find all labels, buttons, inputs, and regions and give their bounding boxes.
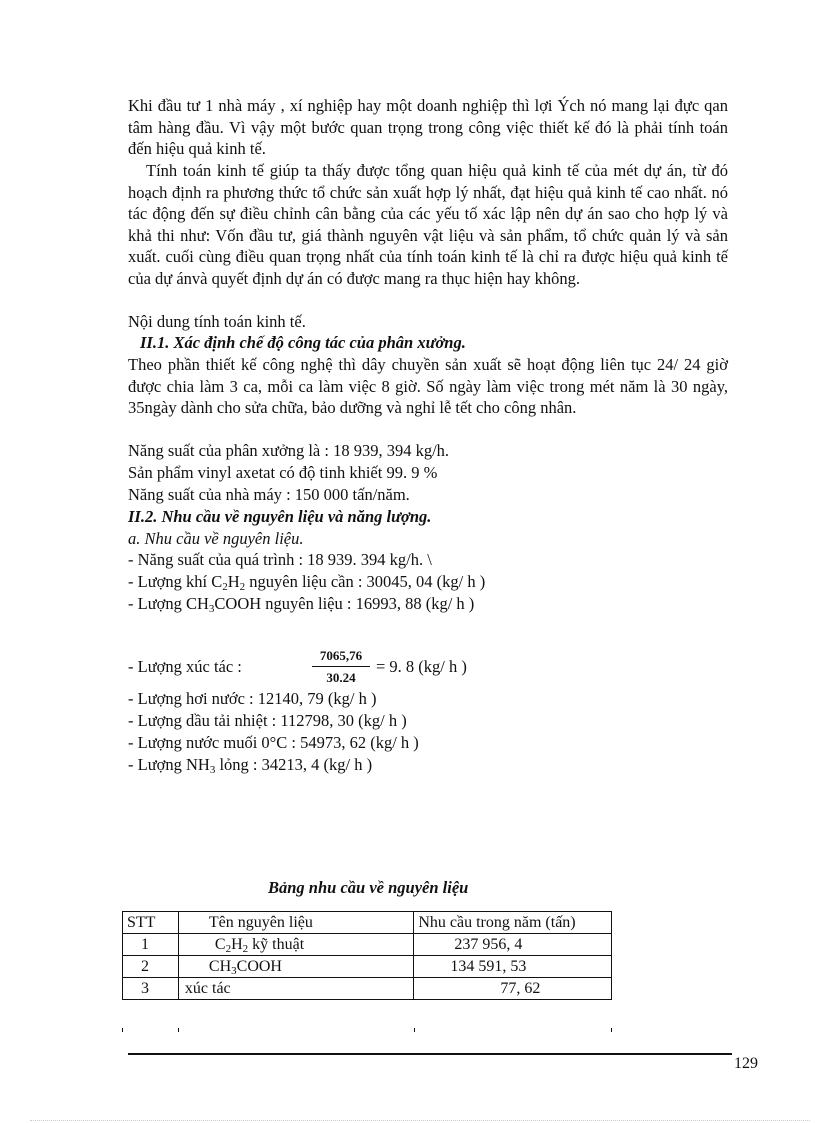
section-1-body: Theo phần thiết kế công nghệ thì dây chuyền sản xuất sẽ hoạt động liên tục 24/ 24 giờ được chia làm 3 ca, mỗi ca làm việc 8 giờ. Số ngày làm việc trong mét năm là 30 ngày, 35ngày dành cho sửa chữa, bảo dưỡng và nghỉ lễ tết cho công nhân. xyxy=(128,355,728,418)
table-row xyxy=(123,934,612,956)
c2h2-item: - Lượng khí $C_2H_2$ nguyên liệu cần : 30045, 04 (kg/ h ) xyxy=(128,572,486,593)
product-purity-line: Sản phẩm vinyl axetat có độ tinh khiết 99. 9 % xyxy=(128,463,438,482)
catalyst-label: - Lượng xúc tác : xyxy=(128,657,242,676)
plant-capacity-line: Năng suất của nhà máy : 150 000 tấn/năm. xyxy=(128,485,410,504)
table-row xyxy=(123,978,612,1000)
intro-paragraph-2: Tính toán kinh tế giúp ta thấy được tổng quan hiệu quả kinh tế của mét dự án, từ đó hoạch định ra phương thức tổ chức sản xuất hợp lý nhất, đạt hiệu quả kinh tế cao nhất. nó tác động đến sự điều chỉnh cân bằng của các yếu tố xác lập nên dự án sao cho hợp lý và khả thi như: Vốn đầu tư, giá thành nguyên vật liệu và sản phẩm, tổ chức quản lý và sản xuất. cuối cùng điều quan trọng nhất của tính toán kinh tế là chỉ ra được hiệu quả kinh tế của dự ánvà quyết định dự án có được mang ra thục hiện hay không. xyxy=(128,161,728,288)
row-stt: 3 xyxy=(123,978,179,1000)
workshop-capacity-line: Năng suất của phân xưởng là : 18 939, 394 kg/h. xyxy=(128,441,450,460)
intro-paragraph-1: Khi đầu tư 1 nhà máy , xí nghiệp hay một doanh nghiệp thì lợi Ých nó mang lại đực qan tâm hàng đầu. Vì vậy một bước quan trọng trong công việc thiết kế đó là phải tính toán đến hiệu quả kinh tế. xyxy=(128,96,728,159)
catalyst-numerator: 7065,76 xyxy=(312,648,370,667)
ammonia-item: - Lượng $NH_3$ lỏng : 34213, 4 (kg/ h ) xyxy=(128,755,373,776)
table-row xyxy=(123,956,612,978)
page-edge-divider xyxy=(30,1120,810,1121)
catalyst-denominator: 30.24 xyxy=(326,670,356,685)
catalyst-fraction xyxy=(312,648,370,686)
row-stt: 1 xyxy=(123,934,179,956)
intro-paragraph-3: Nội dung tính toán kinh tế. xyxy=(128,312,306,331)
row-material: $CH_3COOH$ xyxy=(178,956,413,978)
catalyst-result: = 9. 8 (kg/ h ) xyxy=(376,657,467,676)
thermal-oil-item: - Lượng dầu tải nhiệt : 112798, 30 (kg/ h ) xyxy=(128,711,407,730)
row-stt: 2 xyxy=(123,956,179,978)
header-material-name: Tên nguyên liệu xyxy=(178,912,413,934)
row-value: 237 956, 4 xyxy=(414,934,612,956)
page-number: 129 xyxy=(734,1055,758,1072)
section-2-sub-a: a. Nhu cầu về nguyên liệu. xyxy=(128,529,304,548)
footer-rule xyxy=(128,1053,732,1055)
table-cut-off-row xyxy=(122,1028,612,1032)
row-material: $C_2H_2$ kỹ thuật xyxy=(178,934,413,956)
section-2-heading: II.2. Nhu cầu về nguyên liệu và năng lượng. xyxy=(128,507,432,526)
process-capacity-item: - Năng suất của quá trình : 18 939. 394 kg/h. \ xyxy=(128,550,432,569)
materials-table xyxy=(122,911,612,1000)
row-material: xúc tác xyxy=(178,978,413,1000)
row-value: 134 591, 53 xyxy=(414,956,612,978)
steam-item: - Lượng hơi nước : 12140, 79 (kg/ h ) xyxy=(128,689,377,708)
section-1-heading: II.1. Xác định chế độ công tác của phân xưởng. xyxy=(140,333,466,352)
table-header-row xyxy=(123,912,612,934)
table-caption: Bảng nhu cầu về nguyên liệu xyxy=(268,878,469,897)
row-value: 77, 62 xyxy=(414,978,612,1000)
acetic-acid-item: - Lượng $CH_3COOH$ nguyên liệu : 16993, 88 (kg/ h ) xyxy=(128,594,475,615)
brine-item: - Lượng nước muối 0°C : 54973, 62 (kg/ h ) xyxy=(128,733,419,752)
header-annual-demand: Nhu cầu trong năm (tấn) xyxy=(414,912,612,934)
header-stt: STT xyxy=(123,912,179,934)
